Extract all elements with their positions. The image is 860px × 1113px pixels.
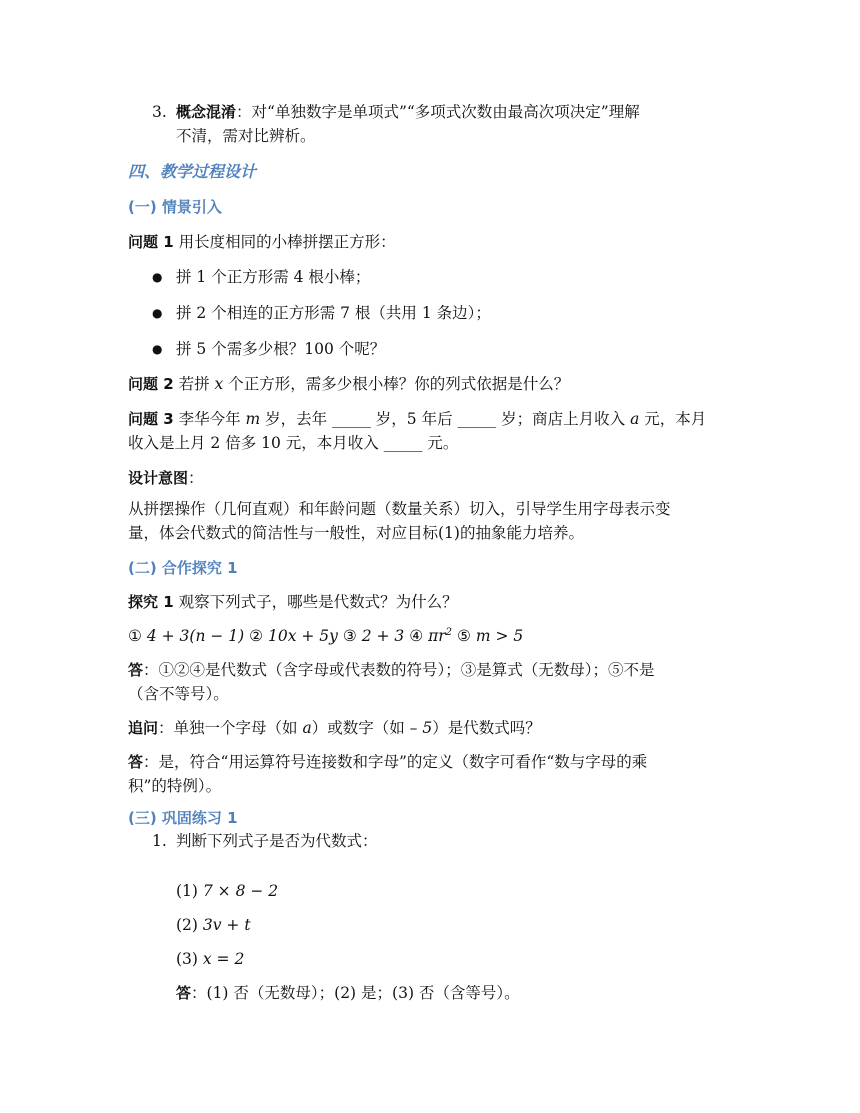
subsection-heading: (一) 情景引入 [128,198,222,216]
sub-item: (2) 3v + t [176,915,251,934]
question-label: 问题 1 [128,233,174,251]
design-intent-text: 量，体会代数式的简洁性与一般性，对应目标(1)的抽象能力培养。 [128,524,584,542]
expression-list: ① 4 + 3(n − 1) ② 10x + 5y ③ 2 + 3 ④ $\pi r^2$ ⑤ m > 5 [128,626,524,645]
question-3-continuation: 收入是上月 2 倍多 10 元，本月收入 _____ 元。 [128,434,459,452]
question-label: 问题 2 [128,375,174,393]
subsection-heading: (二) 合作探究 1 [128,559,238,577]
explore-label: 探究 1 [128,593,174,611]
bullet-icon: ● [152,342,163,356]
item-label: 概念混淆 [176,103,237,121]
item-text: 对“单独数字是单项式”“多项式次数由最高次项决定”理解 [251,103,640,121]
list-item: 判断下列式子是否为代数式： [176,832,378,850]
question-1: 问题 1 用长度相同的小棒拼摆正方形： [128,233,396,251]
bullet-icon: ● [152,270,163,284]
subsection-heading: (三) 巩固练习 1 [128,809,238,827]
answer-2-continuation: 积”的特例）。 [128,777,222,795]
sub-item: (1) 7 × 8 − 2 [176,881,279,900]
expression: 2 + 3 [361,627,405,645]
question-label: 问题 3 [128,410,174,428]
bullet-item: 拼 2 个相连的正方形需 7 根（共用 1 条边）； [176,304,491,322]
answer-2: 答：是，符合“用运算符号连接数和字母”的定义（数字可看作“数与字母的乘 [128,753,648,771]
section-heading: 四、教学过程设计 [128,162,257,181]
question-2: 问题 2 若拼 x 个正方形，需多少根小棒？你的列式依据是什么？ [128,375,570,393]
expression: m > 5 [475,627,524,645]
answer-1-continuation: （含不等号）。 [128,685,229,703]
expression: 10x + 5y [267,627,338,645]
bullet-item: 拼 1 个正方形需 4 根小棒； [176,268,371,286]
sub-item: (3) x = 2 [176,949,245,968]
list-item: 概念混淆：对“单独数字是单项式”“多项式次数由最高次项决定”理解 [176,103,640,121]
sub-item-answer: 答：(1) 否（无数母）；(2) 是；(3) 否（含等号）。 [176,983,520,1002]
design-intent-heading: 设计意图： [128,469,204,487]
list-item-continuation: 不清，需对比辨析。 [176,127,316,145]
bullet-icon: ● [152,306,163,320]
question-3: 问题 3 李华今年 m 岁，去年 _____ 岁，5 年后 _____ 岁；商店上月收入 a 元，本月 [128,410,707,428]
answer-1: 答：①②④是代数式（含字母或代表数的符号）；③是算式（无数母）；⑤不是 [128,661,655,679]
list-number: 3. [152,103,167,121]
expression: 4 + 3(n − 1) [146,627,245,645]
bullet-item: 拼 5 个需多少根？100 个呢？ [176,340,386,358]
design-intent-text: 从拼摆操作（几何直观）和年龄问题（数量关系）切入，引导学生用字母表示变 [128,500,671,518]
follow-up-question: 追问：单独一个字母（如 a）或数字（如 – 5）是代数式吗？ [128,719,541,737]
list-number: 1. [152,832,167,850]
explore-1: 探究 1 观察下列式子，哪些是代数式？为什么？ [128,593,458,611]
expression: πr [428,627,446,645]
